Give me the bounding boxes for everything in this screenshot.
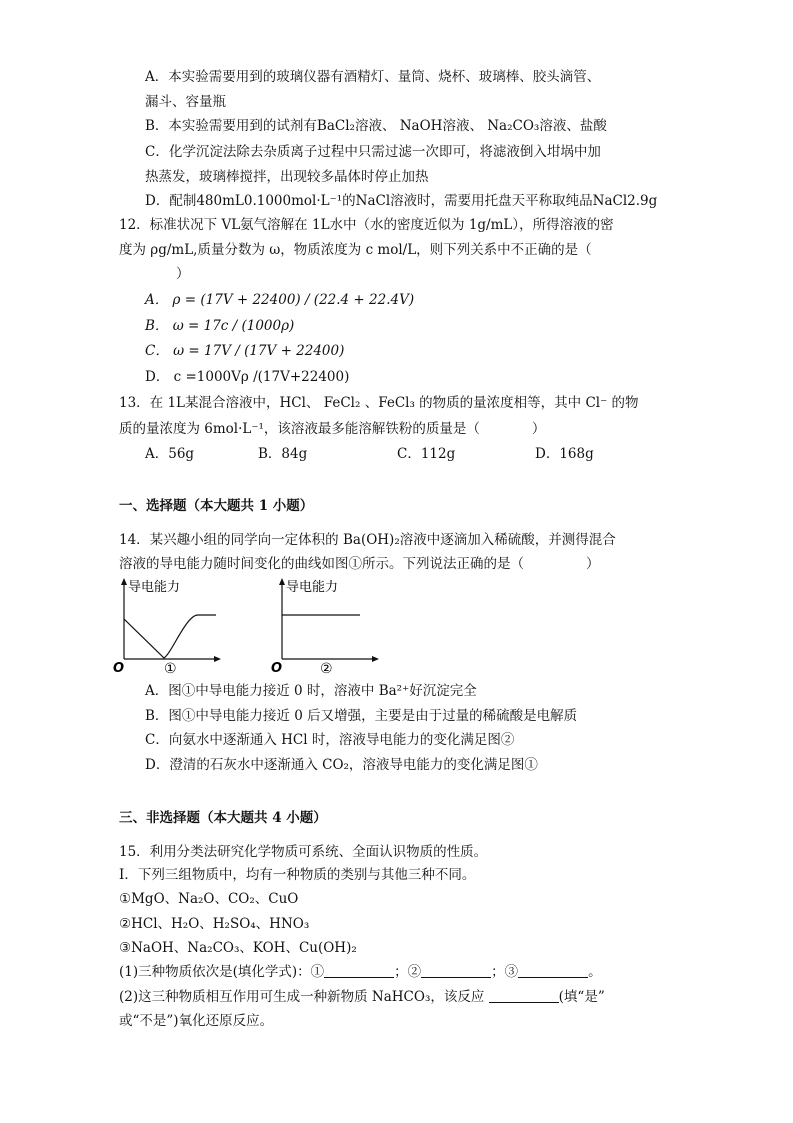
section-heading-1: 一、选择题（本大题共 1 小题） xyxy=(119,498,314,514)
q11-option-b: B．本实验需要用到的试剂有BaCl₂溶液、 NaOH溶液、 Na₂CO₃溶液、盐酸 xyxy=(145,118,607,134)
graph-1-label: ① xyxy=(164,661,177,675)
graph-1-curve xyxy=(124,615,216,658)
q13-option-c: C．112g xyxy=(397,446,456,462)
graph-1-origin: O xyxy=(113,661,125,675)
graph-1-y-label: 导电能力 xyxy=(128,580,181,595)
q11-option-a-line2: 漏斗、容量瓶 xyxy=(145,94,226,110)
q12-stem-line1: 12．标准状况下 VL氨气溶解在 1L水中（水的密度近似为 1g/mL），所得溶液的密 xyxy=(119,217,614,233)
q13-option-b: B．84g xyxy=(258,446,308,462)
q14-option-c: C．向氨水中逐渐通入 HCl 时，溶液导电能力的变化满足图② xyxy=(145,732,515,748)
q15-part1: Ⅰ．下列三组物质中，均有一种物质的类别与其他三种不同。 xyxy=(119,867,476,883)
q14-option-b: B．图①中导电能力接近 0 后又增强，主要是由于过量的稀硫酸是电解质 xyxy=(145,708,578,724)
q15-group-1: ①MgO、Na₂O、CO₂、CuO xyxy=(119,891,299,907)
q12-stem-line3: ） xyxy=(176,266,190,282)
q12-option-c: C． ω = 17V / (17V + 22400) xyxy=(145,343,345,359)
q13-stem-text: 质的量浓度为 6mol·L⁻¹，该溶液最多能溶解铁粉的质量是（ xyxy=(119,421,480,437)
q14-option-d: D．澄清的石灰水中逐渐通入 CO₂，溶液导电能力的变化满足图① xyxy=(145,757,538,773)
q15-sub2-text-a: (2)这三种物质相互作用可生成一种新物质 NaHCO₃，该反应 xyxy=(119,989,485,1005)
q13-option-a: A．56g xyxy=(145,446,195,462)
q15-sub2-text-b: (填“是” xyxy=(558,989,605,1005)
q15-sub1-text-c: ；③ xyxy=(491,964,519,980)
q12-option-a: A． ρ = (17V + 22400) / (22.4 + 22.4V) xyxy=(145,292,415,308)
q14-stem-line2 xyxy=(119,555,600,573)
q15-sub1-text-d: 。 xyxy=(588,964,602,980)
q12-stem-line2: 度为 ρg/mL,质量分数为 ω，物质浓度为 c mol/L，则下列关系中不正确的是（ xyxy=(119,242,592,258)
graph-1 xyxy=(112,575,227,675)
q15-sub1-text-a: (1)三种物质依次是(填化学式)：① xyxy=(119,964,325,980)
q14-stem-text: 溶液的导电能力随时间变化的曲线如图①所示。下列说法正确的是（ xyxy=(119,556,524,572)
q15-sub2-line2: 或“不是”)氧化还原反应。 xyxy=(119,1013,274,1029)
q15-sub2-line1 xyxy=(119,988,605,1006)
graph-1-x-arrow xyxy=(214,656,221,662)
q11-option-a-line1: A．本实验需要用到的玻璃仪器有酒精灯、量筒、烧杯、玻璃棒、胶头滴管、 xyxy=(145,69,601,85)
graph-2-y-label: 导电能力 xyxy=(286,580,339,595)
q14-stem-line1: 14．某兴趣小组的同学向一定体积的 Ba(OH)₂溶液中逐滴加入稀硫酸，并测得混合 xyxy=(119,532,616,548)
q12-option-d: D． c =1000Vρ /(17V+22400) xyxy=(145,369,350,385)
answer-blank-2[interactable] xyxy=(421,963,491,978)
graph-2-origin: O xyxy=(271,661,283,675)
q15-sub1-text-b: ；② xyxy=(394,964,422,980)
q11-option-c-line2: 热蒸发，玻璃棒搅拌，出现较多晶体时停止加热 xyxy=(145,169,429,185)
graph-2-y-arrow xyxy=(279,578,285,585)
q13-option-d: D．168g xyxy=(535,446,594,462)
q15-group-2: ②HCl、H₂O、H₂SO₄、HNO₃ xyxy=(119,916,310,932)
q15-group-3: ③NaOH、Na₂CO₃、KOH、Cu(OH)₂ xyxy=(119,940,357,956)
q14-stem-close: ） xyxy=(586,556,600,572)
answer-blank-1[interactable] xyxy=(324,963,394,978)
q11-option-c-line1: C．化学沉淀法除去杂质离子过程中只需过滤一次即可，将滤液倒入坩埚中加 xyxy=(145,144,601,160)
section-heading-3: 三、非选择题（本大题共 4 小题） xyxy=(119,810,327,826)
graph-2 xyxy=(270,575,385,675)
q15-stem: 15．利用分类法研究化学物质可系统、全面认识物质的性质。 xyxy=(119,844,488,860)
q11-option-d: D．配制480mL0.1000mol·L⁻¹的NaCl溶液时，需要用托盘天平称取纯品NaCl2.9g xyxy=(145,193,658,209)
q15-sub1 xyxy=(119,963,602,981)
answer-blank-4[interactable] xyxy=(489,988,559,1003)
graph-2-label: ② xyxy=(320,661,333,675)
q13-stem-line1: 13．在 1L某混合溶液中，HCl、 FeCl₂ 、FeCl₃ 的物质的量浓度相等，其中 Cl⁻ 的物 xyxy=(119,395,639,411)
q13-stem-line2 xyxy=(119,420,545,438)
q13-stem-close: ） xyxy=(531,421,546,437)
graph-1-y-arrow xyxy=(121,578,127,585)
q14-option-a: A．图①中导电能力接近 0 时，溶液中 Ba²⁺好沉淀完全 xyxy=(145,683,477,699)
graph-2-x-arrow xyxy=(372,656,379,662)
answer-blank-3[interactable] xyxy=(518,963,588,978)
q12-option-b: B． ω = 17c / (1000ρ) xyxy=(145,318,295,334)
